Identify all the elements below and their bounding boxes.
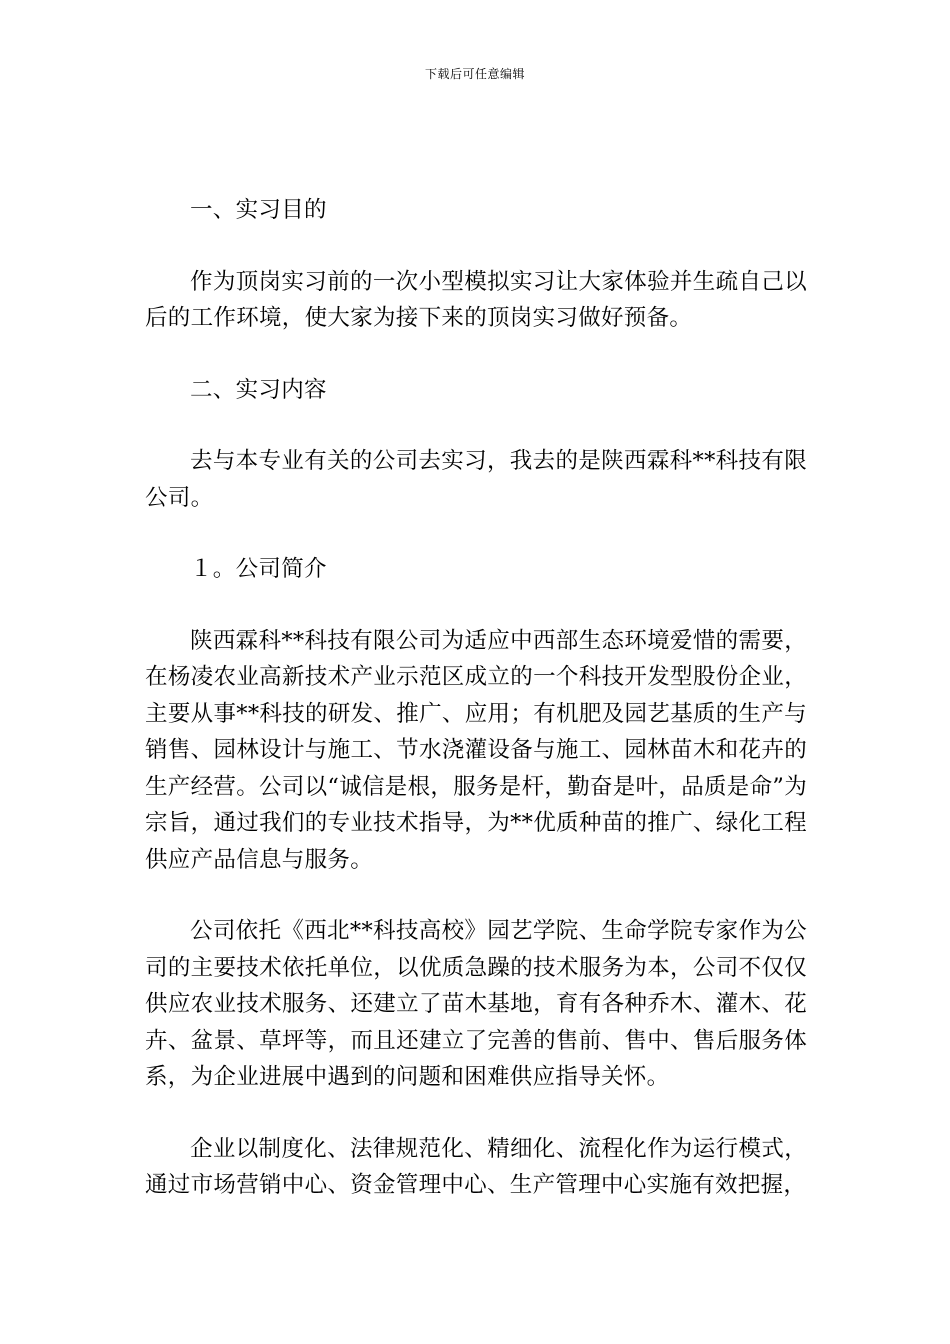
paragraph-company-intro-1: 陕西霖科**科技有限公司为适应中西部生态环境爱惜的需要，在杨凌农业高新技术产业示范区成立的一个科技开发型股份企业，主要从事**科技的研发、推广、应用；有机肥及园艺基质的生产与销售、园林设计与施工、节水浇灌设备与施工、园林苗木和花卉的生产经营。公司以“诚信是根，服务是杆，勤奋是叶，品质是命”为宗旨，通过我们的专业技术指导，为**优质种苗的推广、绿化工程供应产品信息与服务。: [145, 627, 808, 873]
page-header: 下载后可任意编辑: [424, 67, 525, 81]
paragraph-purpose: 作为顶岗实习前的一次小型模拟实习让大家体验并生疏自己以后的工作环境，使大家为接下来的顶岗实习做好预备。: [145, 268, 807, 331]
paragraph-company-intro-3: 企业以制度化、法律规范化、精细化、流程化作为运行模式，通过市场营销中心、资金管理中心、生产管理中心实施有效把握，: [145, 1135, 807, 1198]
section-heading-content: 二、实习内容: [190, 376, 327, 403]
paragraph-company-intro-2: 公司依托《西北**科技高校》园艺学院、生命学院专家作为公司的主要技术依托单位，以优质急躁的技术服务为本，公司不仅仅供应农业技术服务、还建立了苗木基地，育有各种乔木、灌木、花卉、盆景、草坪等，而且还建立了完善的售前、售中、售后服务体系，为企业进展中遇到的问题和困难供应指导关怀。: [145, 918, 807, 1090]
section-heading-purpose: 一、实习目的: [190, 197, 327, 223]
document-body: [145, 192, 807, 1239]
paragraph-content: 去与本专业有关的公司去实习，我去的是陕西霖科**科技有限公司。: [145, 448, 807, 511]
subsection-heading-company-intro: １。公司简介: [190, 556, 327, 582]
